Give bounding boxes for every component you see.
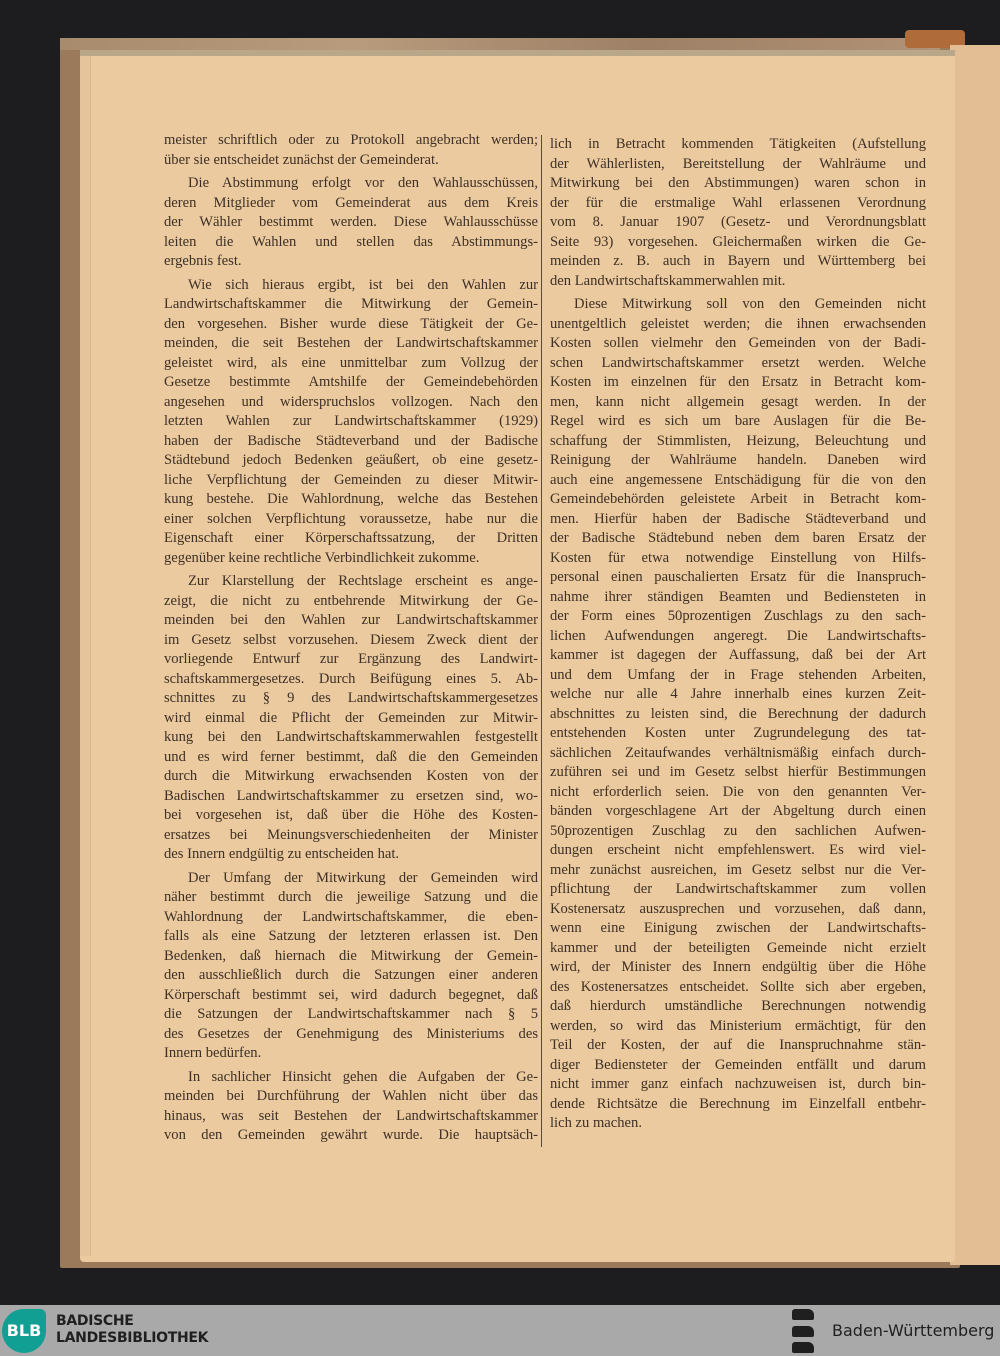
text-line: kammer und der beteiligten Gemeinde nicht erzielt (550, 939, 926, 956)
book-cover-marbled-edge (60, 38, 940, 50)
text-line: personal einen pauschalierten Ersatz für die Inanspruch- (550, 569, 926, 585)
text-line: Zur Klarstellung der Rechtslage erscheint es ange- (188, 573, 538, 589)
text-line: des Gesetzes der Genehmigung des Ministeriums des (164, 1025, 538, 1042)
text-line: liche Verpflichtung der Gemeinden zu dieser Mitwir- (164, 471, 538, 488)
paragraph (164, 131, 538, 170)
text-line: den vorgesehen. Bisher wurde diese Tätigkeit der Ge- (164, 315, 538, 332)
footer-bar (0, 1305, 1000, 1356)
text-line: falls als eine Satzung der letzteren erlassen ist. Den (164, 928, 538, 944)
text-line: Städtebund jedoch Bedenken geäußert, ob eine gesetz- (164, 452, 538, 468)
text-line: Gemeindebehörden geleistete Arbeit in Betracht kom- (550, 491, 926, 507)
paragraph (550, 135, 926, 291)
text-line: vom 8. Januar 1907 (Gesetz- und Verordnungsblatt (550, 214, 926, 230)
text-line: der für die erstmalige Wahl erlassenen Verordnung (550, 194, 926, 211)
text-line: werden, so wird das Ministerium ermächtigt, für den (550, 1017, 926, 1034)
text-line: Regel wird es sich um bare Auslagen für die Be- (550, 413, 926, 429)
text-line: letzten Wahlen zur Landwirtschaftskammer (1929) (164, 413, 538, 429)
text-line: meinden bei Durchführung der Wahlen nicht über das (164, 1088, 538, 1104)
text-line: näher bestimmt durch die jeweilige Satzung und die (164, 889, 538, 905)
text-line: gegenüber keine rechtliche Verbindlichkeit zukomme. (164, 549, 480, 566)
text-line: nicht erforderlich seien. Die von den genannten Ver- (550, 783, 926, 800)
text-line: Seite 93) vorgesehen. Gleichermaßen wirken die Ge- (550, 233, 926, 250)
text-line: Der Umfang der Mitwirkung der Gemeinden wird (188, 869, 538, 886)
text-line: bänden vorgeschlagene Art der Abgeltung durch einen (550, 803, 926, 819)
text-line: kung bei den Landwirtschaftskammerwahlen festgestellt (164, 729, 538, 745)
text-line: Mitwirkung bei den Abstimmungen) waren schon in (550, 175, 926, 191)
text-line: mehr zunächst ausreichen, im Gesetz selbst nur die Ver- (550, 861, 926, 878)
text-line: den ausschließlich durch die Satzungen einer anderen (164, 967, 538, 983)
text-line: dungen erscheint nicht empfehlenswert. Es wird viel- (550, 842, 926, 858)
text-line: 50prozentigen Zuschlag zu den sachlichen Aufwen- (550, 822, 926, 839)
column-divider (541, 135, 542, 1147)
text-line: abschnittes zu leisten sind, die Berechnung der dadurch (550, 705, 926, 722)
text-column-left (164, 131, 538, 1150)
text-line: geleistet wird, als eine unmittelbar zum Vollzug der (164, 354, 538, 371)
text-line: dende Richtsätze die Berechnung im Einzelfall entbehr- (550, 1095, 926, 1112)
text-line: schaftskammergesetzes. Durch Beifügung eines 5. Ab- (164, 670, 538, 687)
text-line: Gesetze bestimmte Amtshilfe der Gemeindebehörden (164, 374, 538, 390)
text-line: kung bestehe. Die Wahlordnung, welche das Bestehen (164, 491, 538, 507)
text-line: durch die Mitwirkung erwachsenden Kosten von der (164, 768, 538, 784)
text-line: Die Abstimmung erfolgt vor den Wahlausschüssen, (188, 175, 538, 191)
text-line: meister schriftlich oder zu Protokoll angebracht werden; (164, 132, 538, 148)
text-line: welche nur alle 4 Jahre innerhalb eines kurzen Zeit- (550, 686, 926, 702)
text-line: kammer ist dagegen der Auffassung, daß bei der Art (550, 647, 926, 663)
text-line: nicht immer ganz einfach nachzuweisen ist, durch bin- (550, 1076, 926, 1092)
text-line: lich in Betracht kommenden Tätigkeiten (Aufstellung (550, 136, 926, 152)
text-line: von den Gemeinden gewährt wurde. Die hauptsäch- (164, 1127, 538, 1143)
text-line: leiten die Wahlen und stellen das Abstimmungs- (164, 233, 538, 250)
text-line: ersatzes bei Meinungsverschiedenheiten der Minister (164, 826, 538, 843)
text-line: Kosten im einzelnen für den Ersatz in Betracht kom- (550, 374, 926, 390)
text-line: wird, der Minister des Innern endgültig über die Höhe (550, 959, 926, 975)
text-line: men. Hierfür haben der Badische Städteverband und (550, 510, 926, 527)
text-line: deren Mitglieder vom Gemeinderat aus dem Kreis (164, 194, 538, 211)
text-line: Landwirtschaftskammer die Mitwirkung der Gemein- (164, 296, 538, 312)
next-page-edge (950, 45, 1000, 1265)
text-line: und dem Umfang der in Frage stehenden Arbeiten, (550, 666, 926, 683)
baden-wuerttemberg-logo-text[interactable]: Baden-Württemberg (832, 1321, 995, 1340)
text-line: zuführen sei und im Gesetz selbst hierfür Bestimmungen (550, 764, 926, 780)
text-line: der Form eines 50prozentigen Zuschlags zu den sach- (550, 608, 926, 624)
text-line: über sie entscheidet zunächst der Gemeinderat. (164, 151, 439, 168)
text-line: ergebnis fest. (164, 253, 242, 269)
paragraph (164, 174, 538, 272)
text-line: meinden, die seit Bestehen der Landwirtschaftskammer (164, 335, 538, 351)
text-line: im Gesetz selbst vorzusehen. Diesem Zweck dient der (164, 631, 538, 648)
text-line: Wie sich hieraus ergibt, ist bei den Wahlen zur (188, 276, 538, 293)
paragraph (164, 276, 538, 569)
text-line: Reinigung der Wahlräume handeln. Daneben wird (550, 452, 926, 468)
text-line: meinden bei den Wahlen zur Landwirtschaftskammer (164, 612, 538, 628)
text-line: nahme ihrer ständigen Beamten und Bediensteten in (550, 588, 926, 605)
paragraph (550, 295, 926, 1134)
text-line: der Badische Städtebund neben dem baren Ersatz der (550, 530, 926, 546)
text-line: meinden z. B. auch in Bayern und Württemberg bei (550, 253, 926, 269)
text-line: Innern bedürfen. (164, 1045, 262, 1061)
blb-logo[interactable]: BLB (2, 1309, 46, 1353)
text-line: die Satzungen der Landwirtschaftskammer nach § 5 (164, 1006, 538, 1022)
text-line: schen Landwirtschaftskammer ersetzt werden. Welche (550, 354, 926, 371)
text-line: Körperschaft bestimmt sei, wird dadurch begegnet, daß (164, 986, 538, 1003)
paragraph (164, 1068, 538, 1146)
text-line: einer solchen Verpflichtung voraussetze, habe nur die (164, 510, 538, 527)
page-top-edge (80, 50, 955, 56)
text-line: hinaus, was seit Bestehen der Landwirtschaftskammer (164, 1107, 538, 1124)
text-line: und es wird ferner bestimmt, daß die den Gemeinden (164, 748, 538, 765)
text-line: Kosten sollen vielmehr den Gemeinden von der Badi- (550, 335, 926, 351)
text-line: Kostenersatz auszusprechen und vorzusehen, daß dann, (550, 900, 926, 917)
text-line: der Wähler bestimmt werden. Diese Wahlausschüsse (164, 214, 538, 230)
text-line: Eigenschaft einer Körperschaftssatzung, der Dritten (164, 530, 538, 546)
text-line: auch eine angemessene Entschädigung für die von den (550, 471, 926, 488)
text-line: daß hierdurch umständliche Berechnungen notwendig (550, 998, 926, 1014)
text-line: Diese Mitwirkung soll von den Gemeinden nicht (574, 296, 926, 312)
text-line: Wahlordnung der Landwirtschaftskammer, die eben- (164, 908, 538, 925)
paragraph (164, 572, 538, 865)
text-line: entstehenden Kosten unter Zugrundelegung des tat- (550, 725, 926, 741)
text-line: Badischen Landwirtschaftskammer zu ersetzen sind, wo- (164, 787, 538, 804)
text-line: der Wählerlisten, Bereitstellung der Wahlräume und (550, 155, 926, 172)
text-line: schaffung der Stimmlisten, Heizung, Beleuchtung und (550, 432, 926, 449)
three-lions-icon (792, 1309, 820, 1353)
text-line: schnittes zu § 9 des Landwirtschaftskammergesetzes (164, 690, 538, 706)
text-column-right (550, 135, 926, 1138)
text-line: zeigt, die nicht zu entbehrende Mitwirkung der Ge- (164, 592, 538, 609)
text-line: sächlichen Zeitaufwandes verhältnismäßig einfach durch- (550, 744, 926, 761)
text-line: den Landwirtschaftskammerwahlen mit. (550, 272, 786, 289)
paragraph (164, 869, 538, 1064)
text-line: Bedenken, daß hiernach die Mitwirkung der Gemein- (164, 947, 538, 964)
text-line: Teil der Kosten, der auf die Inanspruchnahme stän- (550, 1037, 926, 1053)
library-name-line2: LANDESBIBLIOTHEK (56, 1330, 209, 1346)
text-line: men, kann nicht allgemein gesagt werden. In der (550, 393, 926, 410)
text-line: Kosten für etwa notwendige Einstellung von Hilfs- (550, 549, 926, 566)
text-line: haben der Badische Städteverband und der Badische (164, 432, 538, 449)
text-line: pflichtung der Landwirtschaftskammer zum vollen (550, 881, 926, 897)
text-line: angesehen und widerspruchslos vollzogen. Nach den (164, 393, 538, 410)
library-name-line1: BADISCHE (56, 1313, 134, 1329)
text-line: lichen Aufwendungen angeregt. Die Landwirtschafts- (550, 627, 926, 644)
text-line: unentgeltlich geleistet werden; die ihnen erwachsenden (550, 315, 926, 332)
text-line: des Innern endgültig zu entscheiden hat. (164, 846, 400, 862)
text-line: vorliegende Entwurf zur Ergänzung des Landwirt- (164, 651, 538, 667)
text-line: diger Bediensteter der Gemeinden entfällt und darum (550, 1056, 926, 1073)
text-line: bei vorgesehen ist, daß über die Höhe des Kosten- (164, 807, 538, 823)
text-line: lich zu machen. (550, 1115, 642, 1131)
page-left-edge (80, 56, 91, 1256)
text-line: wird einmal die Pflicht der Gemeinden zur Mitwir- (164, 709, 538, 726)
library-name[interactable] (56, 1313, 208, 1347)
text-line: In sachlicher Hinsicht gehen die Aufgaben der Ge- (188, 1068, 538, 1085)
text-line: des Kostenersatzes entscheidet. Sollte sich aber ergeben, (550, 978, 926, 995)
text-line: wenn eine Einigung zwischen der Landwirtschafts- (550, 920, 926, 936)
